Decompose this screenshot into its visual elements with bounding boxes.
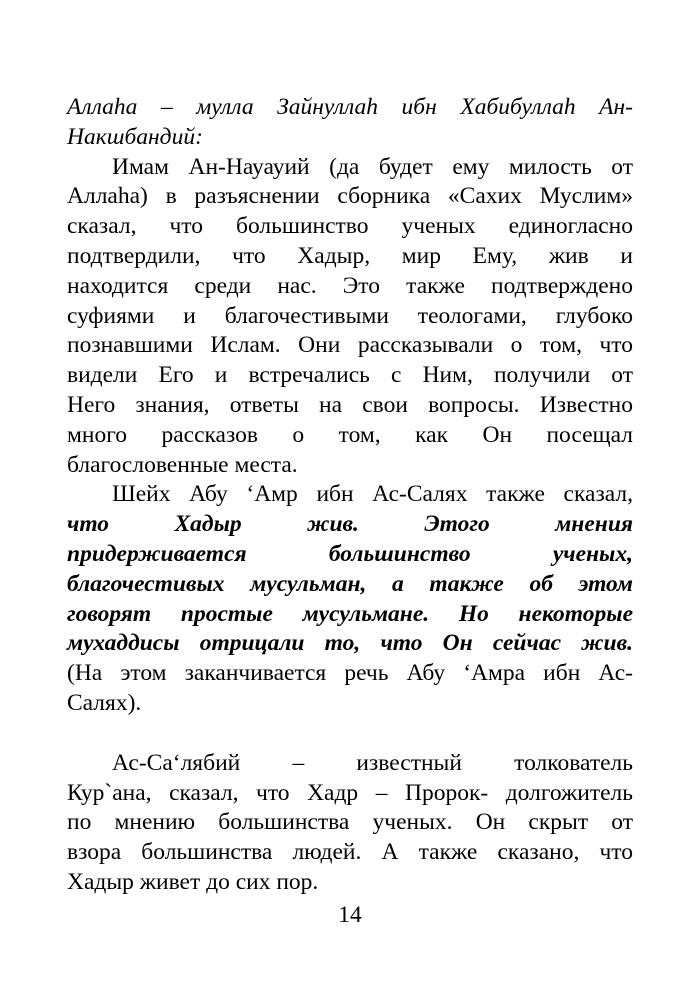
text-line: Шейх Абу ‘Амр ибн Ас-Салях также сказал, xyxy=(112,481,633,508)
page-number: 14 xyxy=(338,902,362,928)
text-line: Аллаhа – мулла Зайнуллаh ибн Хабибуллаh Ан- xyxy=(67,94,633,120)
text-line: что Хадыр жив. Этого мнения xyxy=(67,511,633,538)
text-line: познавшими Ислам. Они рассказывали о том, что xyxy=(67,332,633,359)
text-line: Салях). xyxy=(67,689,142,716)
text-line: по мнению большинства ученых. Он скрыт от xyxy=(67,809,633,836)
text-line: Ас-Са‘лябий – известный толкователь xyxy=(112,749,633,776)
text-line: благочестивых мусульман, а также об этом xyxy=(67,570,633,597)
text-line: подтвердили, что Хадыр, мир Ему, жив и xyxy=(67,242,633,269)
text-line: Кур`ана, сказал, что Хадр – Пророк- долгожитель xyxy=(67,779,633,806)
text-line: мухаддисы отрицали то, что Он сейчас жив. xyxy=(67,630,633,657)
text-line: находится среди нас. Это также подтверждено xyxy=(67,272,633,299)
paragraph-gap xyxy=(67,719,633,749)
text-line: Накшбандий: xyxy=(67,123,203,150)
text-line: сказал, что большинство ученых единогласно xyxy=(67,213,633,240)
text-line: придерживается большинство ученых, xyxy=(67,540,633,567)
text-line: Аллаhа) в разъяснении сборника «Сахих Муслим» xyxy=(67,183,633,210)
text-line: Имам Ан-Науауий (да будет ему милость от xyxy=(112,153,633,180)
text-line: Него знания, ответы на свои вопросы. Известно xyxy=(67,391,633,418)
text-line: много рассказов о том, как Он посещал xyxy=(67,421,633,448)
text-line: (На этом заканчивается речь Абу ‘Амра ибн Ас- xyxy=(67,660,633,687)
text-line: взора большинства людей. А также сказано, что xyxy=(67,839,633,866)
text-line: говорят простые мусульмане. Но некоторые xyxy=(67,600,633,627)
text-line: суфиями и благочестивыми теологами, глубоко xyxy=(67,302,633,329)
text-line: благословенные места. xyxy=(67,451,298,478)
text-line: Хадыр живет до сих пор. xyxy=(67,868,319,895)
body-text xyxy=(67,93,633,898)
text-line: видели Его и встречались с Ним, получили от xyxy=(67,362,633,389)
